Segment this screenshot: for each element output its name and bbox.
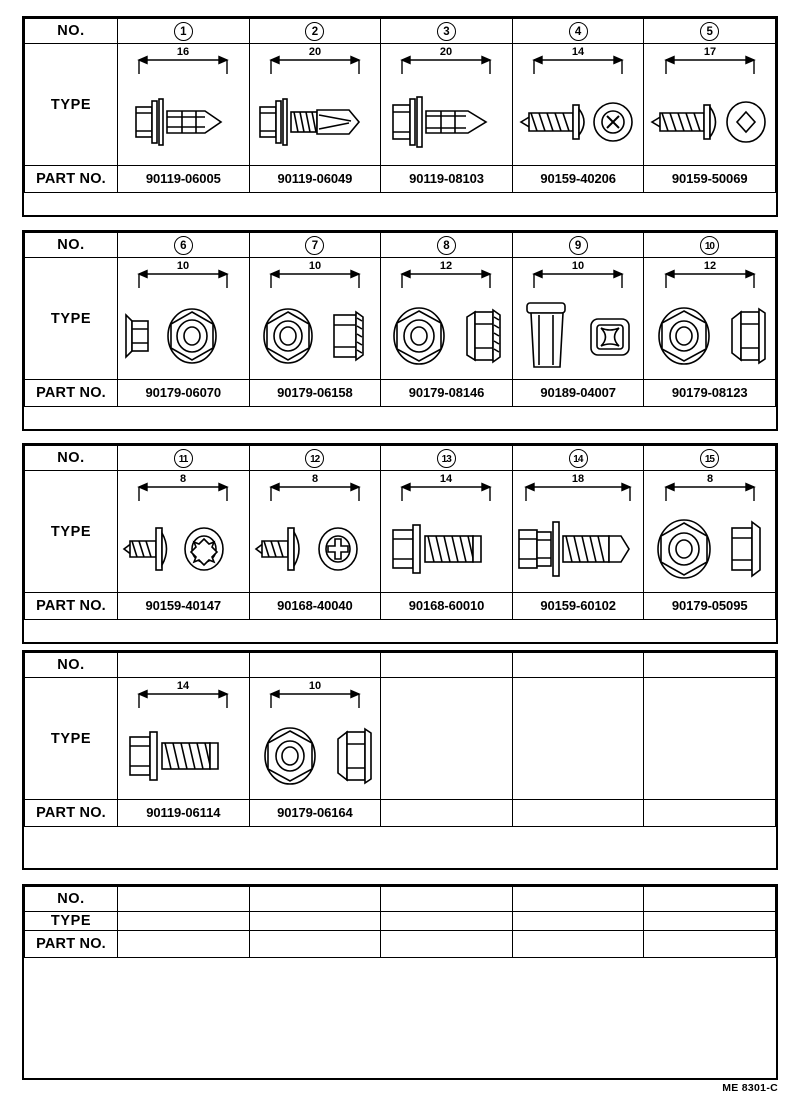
row-type <box>25 471 776 593</box>
row-label-no-text: NO. <box>57 237 85 253</box>
row-label-type-text: TYPE <box>50 913 92 929</box>
item-number-badge: 6 <box>174 236 193 255</box>
row-label-no <box>25 446 118 471</box>
cell-no-1-5 <box>644 19 776 44</box>
item-number-badge: 14 <box>569 449 588 468</box>
parts-grid <box>24 18 776 193</box>
dimension-wrap <box>250 471 381 506</box>
row-label-no-text: NO. <box>57 657 85 673</box>
dimension-wrap <box>381 471 512 506</box>
row-label-type <box>25 44 118 166</box>
cell-no-1-4 <box>512 19 644 44</box>
row-label-type <box>25 471 118 593</box>
cell-type-5-4 <box>512 912 644 931</box>
cell-no-4-4 <box>512 653 644 678</box>
dimension-line <box>267 258 363 288</box>
fastener-drawing <box>381 79 511 165</box>
dimension-line <box>530 44 626 74</box>
fastener-drawing <box>513 506 645 592</box>
dimension-line <box>135 44 231 74</box>
cell-no-4-2 <box>249 653 381 678</box>
cell-part-no-3-1 <box>118 593 250 620</box>
cell-no-3-5 <box>644 446 776 471</box>
cell-type-1-2 <box>249 44 381 166</box>
cell-part-no-1-1 <box>118 166 250 193</box>
dimension-line <box>267 44 363 74</box>
dimension-value: 14 <box>440 473 453 485</box>
cell-part-no-1-3 <box>381 166 513 193</box>
cell-type-4-4 <box>512 678 644 800</box>
dimension-wrap <box>381 44 512 79</box>
row-label-type <box>25 912 118 931</box>
dimension-value: 17 <box>703 46 716 58</box>
dimension-wrap <box>250 258 381 293</box>
dimension-value: 16 <box>177 46 190 58</box>
cell-type-2-2 <box>249 258 381 380</box>
cell-part-no-5-5 <box>644 931 776 958</box>
part-number-value: 90179-06158 <box>277 385 353 400</box>
row-label-part-no <box>25 931 118 958</box>
part-number-value: 90179-08123 <box>671 385 748 400</box>
cell-part-no-5-2 <box>249 931 381 958</box>
cell-type-4-5 <box>644 678 776 800</box>
dimension-wrap <box>513 471 644 506</box>
row-label-part-no-text: PART NO. <box>36 385 106 401</box>
row-part-no <box>25 800 776 827</box>
row-no <box>25 653 776 678</box>
row-label-part-no <box>25 593 118 620</box>
cell-no-4-5 <box>644 653 776 678</box>
dimension-wrap <box>118 471 249 506</box>
cell-type-1-4 <box>512 44 644 166</box>
item-number-badge: 13 <box>437 449 456 468</box>
row-label-type-text: TYPE <box>50 523 92 540</box>
dimension-value: 18 <box>571 473 585 485</box>
cell-no-2-3 <box>381 233 513 258</box>
row-label-part-no-text: PART NO. <box>36 598 106 614</box>
fastener-drawing <box>118 506 250 592</box>
dimension-wrap <box>513 44 644 79</box>
row-label-type-text: TYPE <box>50 310 92 327</box>
row-label-type <box>25 258 118 380</box>
cell-part-no-1-4 <box>512 166 644 193</box>
row-no <box>25 887 776 912</box>
dimension-line <box>267 471 363 501</box>
dimension-value: 8 <box>180 473 187 485</box>
row-label-part-no-text: PART NO. <box>36 171 106 187</box>
row-type <box>25 678 776 800</box>
fastener-drawing <box>118 293 250 379</box>
cell-no-1-3 <box>381 19 513 44</box>
parts-grid <box>24 445 776 620</box>
cell-part-no-3-2 <box>249 593 381 620</box>
cell-no-4-3 <box>381 653 513 678</box>
item-number-badge: 4 <box>569 22 588 41</box>
dimension-value: 8 <box>706 473 713 485</box>
cell-no-2-5 <box>644 233 776 258</box>
dimension-line <box>662 258 758 288</box>
cell-no-5-1 <box>118 887 250 912</box>
row-label-type-text: TYPE <box>50 730 92 747</box>
dimension-line <box>530 258 626 288</box>
cell-part-no-5-4 <box>512 931 644 958</box>
cell-type-4-2 <box>249 678 381 800</box>
cell-type-5-1 <box>118 912 250 931</box>
dimension-value: 14 <box>177 680 190 692</box>
parts-table-1 <box>22 16 778 217</box>
cell-no-5-5 <box>644 887 776 912</box>
row-type <box>25 258 776 380</box>
cell-part-no-2-4 <box>512 380 644 407</box>
cell-no-2-2 <box>249 233 381 258</box>
cell-part-no-2-1 <box>118 380 250 407</box>
item-number-badge: 7 <box>305 236 324 255</box>
cell-no-5-2 <box>249 887 381 912</box>
row-part-no <box>25 931 776 958</box>
fastener-drawing <box>118 713 250 799</box>
item-number-badge: 11 <box>174 449 193 468</box>
parts-grid <box>24 652 776 827</box>
cell-type-4-3 <box>381 678 513 800</box>
cell-part-no-1-5 <box>644 166 776 193</box>
cell-type-3-1 <box>118 471 250 593</box>
row-no <box>25 446 776 471</box>
dimension-value: 10 <box>308 260 322 272</box>
dimension-line <box>135 471 231 501</box>
dimension-line <box>398 471 494 501</box>
cell-no-3-3 <box>381 446 513 471</box>
dimension-line <box>398 44 494 74</box>
parts-table-5 <box>22 884 778 1080</box>
cell-type-2-3 <box>381 258 513 380</box>
row-no <box>25 233 776 258</box>
part-number-value: 90159-60102 <box>540 598 616 613</box>
cell-part-no-4-2 <box>249 800 381 827</box>
row-label-part-no <box>25 800 118 827</box>
fastener-drawing <box>118 79 248 165</box>
parts-table-3 <box>22 443 778 644</box>
row-label-part-no <box>25 380 118 407</box>
cell-type-1-1 <box>118 44 250 166</box>
row-type <box>25 912 776 931</box>
row-label-no <box>25 19 118 44</box>
dimension-wrap <box>250 44 381 79</box>
cell-type-3-4 <box>512 471 644 593</box>
dimension-value: 10 <box>308 680 322 692</box>
dimension-wrap <box>250 678 381 713</box>
cell-type-2-5 <box>644 258 776 380</box>
cell-part-no-2-3 <box>381 380 513 407</box>
dimension-value: 10 <box>571 260 585 272</box>
dimension-wrap <box>513 258 644 293</box>
dimension-value: 10 <box>177 260 190 272</box>
row-label-part-no-text: PART NO. <box>36 805 106 821</box>
dimension-value: 8 <box>311 473 318 485</box>
row-type <box>25 44 776 166</box>
part-number-value: 90159-40147 <box>145 598 222 613</box>
item-number-badge: 10 <box>700 236 719 255</box>
cell-type-2-1 <box>118 258 250 380</box>
row-part-no <box>25 166 776 193</box>
fastener-drawing <box>250 293 382 379</box>
fastener-drawing <box>381 506 513 592</box>
part-number-value: 90179-05095 <box>671 598 748 613</box>
row-part-no <box>25 380 776 407</box>
part-number-value: 90159-40206 <box>540 171 616 186</box>
dimension-line <box>267 678 363 708</box>
row-label-no <box>25 887 118 912</box>
dimension-wrap <box>381 258 512 293</box>
parts-table-2 <box>22 230 778 431</box>
row-label-no <box>25 653 118 678</box>
dimension-value: 12 <box>703 260 716 272</box>
part-number-value: 90179-08146 <box>408 385 485 400</box>
part-number-value: 90159-50069 <box>671 171 748 186</box>
item-number-badge: 5 <box>700 22 719 41</box>
cell-type-5-5 <box>644 912 776 931</box>
cell-type-1-5 <box>644 44 776 166</box>
row-label-type-text: TYPE <box>50 96 92 113</box>
part-number-value: 90119-06005 <box>145 171 221 186</box>
dimension-wrap <box>118 258 249 293</box>
row-label-type <box>25 678 118 800</box>
cell-part-no-2-5 <box>644 380 776 407</box>
part-number-value: 90119-08103 <box>409 171 484 186</box>
fastener-drawing <box>250 506 382 592</box>
cell-no-3-4 <box>512 446 644 471</box>
row-label-no <box>25 233 118 258</box>
dimension-value: 12 <box>440 260 453 272</box>
dimension-value: 20 <box>440 46 453 58</box>
row-no <box>25 19 776 44</box>
fastener-drawing <box>250 79 380 165</box>
cell-part-no-4-1 <box>118 800 250 827</box>
cell-part-no-3-4 <box>512 593 644 620</box>
cell-no-1-2 <box>249 19 381 44</box>
item-number-badge: 3 <box>437 22 456 41</box>
dimension-line <box>662 471 758 501</box>
part-number-value: 90168-40040 <box>277 598 353 613</box>
item-number-badge: 12 <box>305 449 324 468</box>
cell-part-no-4-5 <box>644 800 776 827</box>
dimension-wrap <box>644 44 775 79</box>
fastener-drawing <box>644 506 776 592</box>
row-label-no-text: NO. <box>57 23 85 39</box>
row-label-part-no-text: PART NO. <box>36 936 106 952</box>
fastener-drawing <box>513 79 645 165</box>
item-number-badge: 1 <box>174 22 193 41</box>
cell-type-3-2 <box>249 471 381 593</box>
cell-type-3-3 <box>381 471 513 593</box>
cell-type-5-3 <box>381 912 513 931</box>
cell-part-no-2-2 <box>249 380 381 407</box>
dimension-wrap <box>644 471 775 506</box>
dimension-wrap <box>118 678 249 713</box>
cell-no-5-4 <box>512 887 644 912</box>
cell-part-no-4-4 <box>512 800 644 827</box>
fastener-drawing <box>381 293 513 379</box>
cell-no-3-1 <box>118 446 250 471</box>
part-number-value: 90179-06070 <box>145 385 222 400</box>
item-number-badge: 8 <box>437 236 456 255</box>
row-label-no-text: NO. <box>57 450 85 466</box>
fastener-drawing <box>644 293 776 379</box>
parts-table-4 <box>22 650 778 870</box>
item-number-badge: 2 <box>305 22 324 41</box>
part-number-value: 90179-06164 <box>277 805 353 820</box>
parts-grid <box>24 886 776 958</box>
cell-type-3-5 <box>644 471 776 593</box>
dimension-line <box>135 258 231 288</box>
cell-part-no-5-1 <box>118 931 250 958</box>
item-number-badge: 9 <box>569 236 588 255</box>
fastener-drawing <box>250 713 382 799</box>
item-number-badge: 15 <box>700 449 719 468</box>
cell-no-4-1 <box>118 653 250 678</box>
cell-no-1-1 <box>118 19 250 44</box>
cell-part-no-3-5 <box>644 593 776 620</box>
dimension-line <box>522 471 634 501</box>
cell-no-2-4 <box>512 233 644 258</box>
dimension-wrap <box>118 44 249 79</box>
dimension-line <box>662 44 758 74</box>
row-label-no-text: NO. <box>57 891 85 907</box>
cell-no-5-3 <box>381 887 513 912</box>
row-part-no <box>25 593 776 620</box>
dimension-wrap <box>644 258 775 293</box>
cell-part-no-1-2 <box>249 166 381 193</box>
cell-type-2-4 <box>512 258 644 380</box>
part-number-value: 90189-04007 <box>540 385 616 400</box>
parts-grid <box>24 232 776 407</box>
part-number-value: 90119-06114 <box>146 805 221 820</box>
row-label-part-no <box>25 166 118 193</box>
part-number-value: 90119-06049 <box>277 171 353 186</box>
footer-drawing-code: ME 8301-C <box>722 1082 778 1094</box>
cell-no-2-1 <box>118 233 250 258</box>
cell-type-4-1 <box>118 678 250 800</box>
cell-type-1-3 <box>381 44 513 166</box>
cell-part-no-5-3 <box>381 931 513 958</box>
dimension-line <box>135 678 231 708</box>
cell-part-no-3-3 <box>381 593 513 620</box>
dimension-value: 20 <box>308 46 322 58</box>
dimension-value: 14 <box>571 46 585 58</box>
cell-part-no-4-3 <box>381 800 513 827</box>
cell-no-3-2 <box>249 446 381 471</box>
fastener-drawing <box>513 293 645 379</box>
dimension-line <box>398 258 494 288</box>
fastener-drawing <box>644 79 776 165</box>
cell-type-5-2 <box>249 912 381 931</box>
part-number-value: 90168-60010 <box>408 598 485 613</box>
